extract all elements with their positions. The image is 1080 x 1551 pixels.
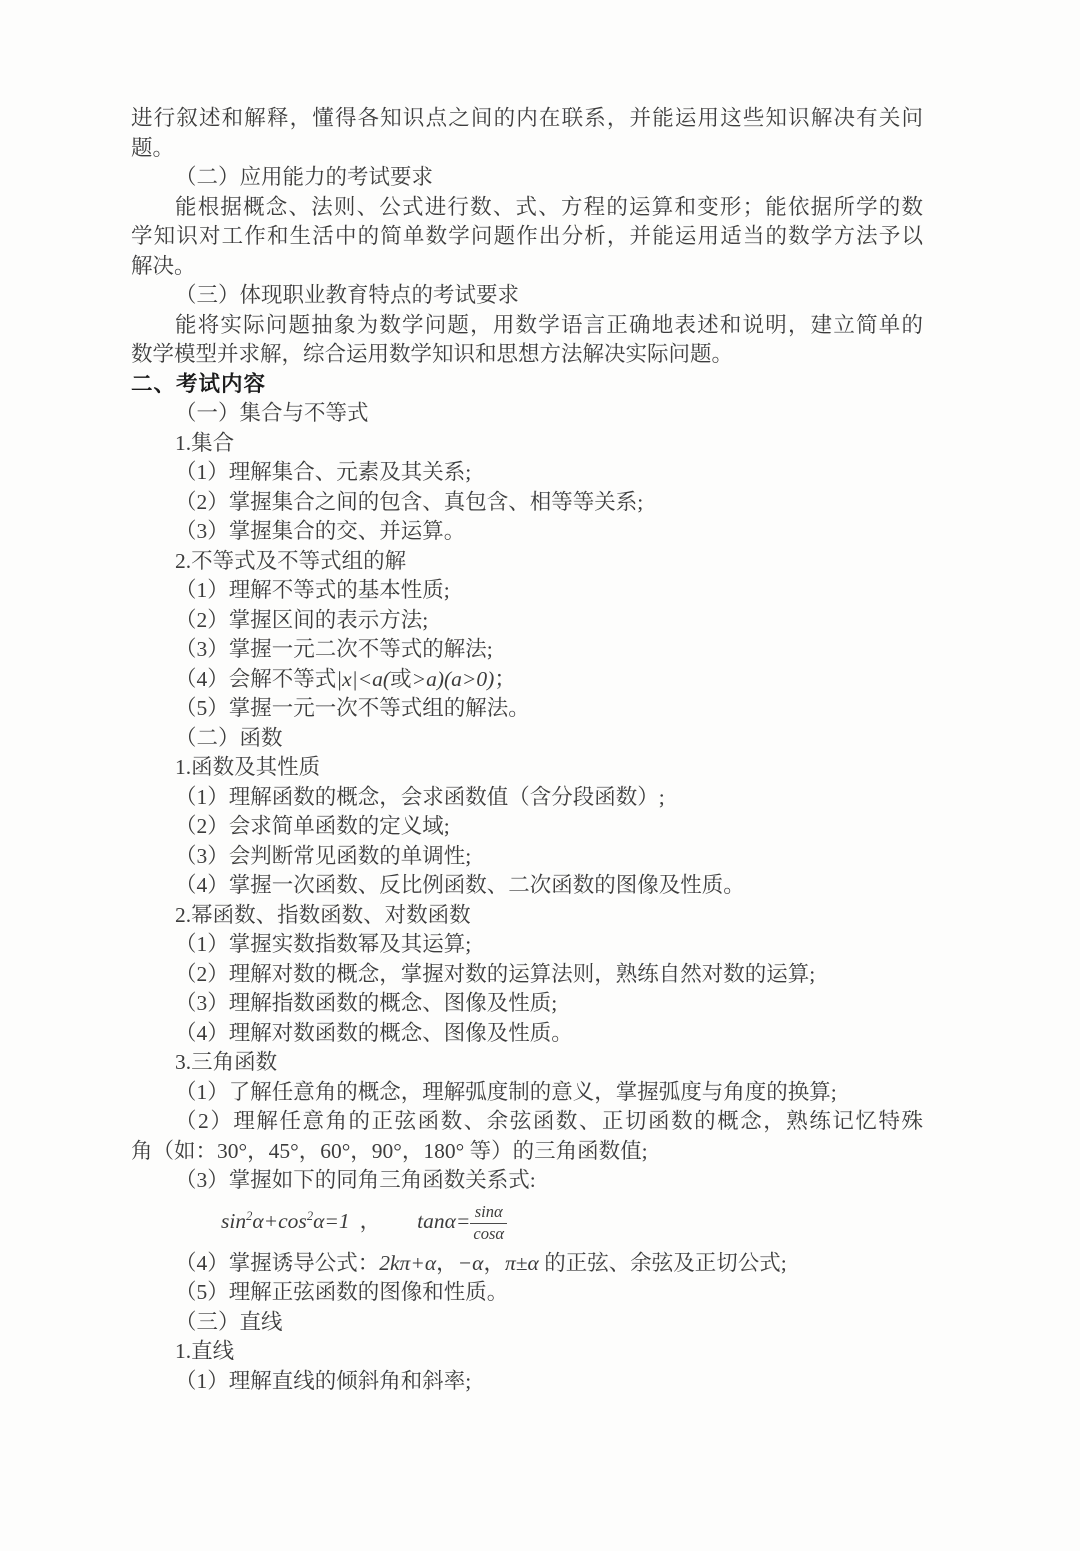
fraction-numerator: sinα bbox=[474, 1201, 503, 1221]
section-heading-exam-content: 二、考试内容 bbox=[131, 371, 267, 396]
para-applied-2: 学知识对工作和生活中的简单数学问题作出分析，并能运用适当的数学方法予以 bbox=[131, 224, 923, 248]
math-expression: >a)(a>0) bbox=[411, 666, 495, 691]
superscript: 2 bbox=[306, 1209, 314, 1224]
math-expression: π±α bbox=[504, 1250, 539, 1275]
formula-separator: ， bbox=[359, 1209, 382, 1234]
item-trig-2b: 角（如：30°，45°，60°，90°，180° 等）的三角函数值; bbox=[131, 1138, 648, 1163]
fraction bbox=[470, 1202, 507, 1244]
heading-vocational: （三）体现职业教育特点的考试要求 bbox=[175, 283, 520, 307]
item-ineq-5: （5）掌握一元一次不等式组的解法。 bbox=[175, 696, 530, 720]
heading-sets-inequalities: （一）集合与不等式 bbox=[175, 401, 369, 425]
item-pel-4: （4）理解对数函数的概念、图像及性质。 bbox=[175, 1020, 573, 1045]
item-func-4: （4）掌握一次函数、反比例函数、二次函数的图像及性质。 bbox=[175, 873, 745, 897]
item-trig-4 bbox=[131, 1249, 923, 1279]
item-pel-3: （3）理解指数函数的概念、图像及性质; bbox=[175, 991, 558, 1015]
text-run: ； bbox=[494, 666, 516, 691]
item-func-1: （1）理解函数的概念，会求函数值（含分段函数）; bbox=[175, 784, 665, 809]
para-applied-1: 能根据概念、法则、公式进行数、式、方程的运算和变形；能依据所学的数 bbox=[175, 194, 923, 219]
subheading-line: 1.直线 bbox=[175, 1339, 235, 1363]
para-vocational-1: 能将实际问题抽象为数学问题，用数学语言正确地表述和说明，建立简单的 bbox=[175, 312, 923, 337]
item-trig-3: （3）掌握如下的同角三角函数关系式: bbox=[175, 1168, 536, 1192]
math-expression: −α bbox=[457, 1250, 484, 1275]
subheading-functions-properties: 1.函数及其性质 bbox=[175, 755, 321, 779]
subheading-trig: 3.三角函数 bbox=[175, 1050, 278, 1074]
item-ineq-4 bbox=[131, 665, 923, 695]
item-line-1: （1）理解直线的倾斜角和斜率; bbox=[175, 1368, 472, 1393]
math-expression: |x|<a( bbox=[336, 666, 391, 691]
heading-functions: （二）函数 bbox=[175, 725, 283, 750]
para-vocational-2: 数学模型并求解，综合运用数学知识和思想方法解决实际问题。 bbox=[131, 342, 734, 366]
item-func-3: （3）会判断常见函数的单调性; bbox=[175, 843, 472, 868]
para-narrate-cont: 进行叙述和解释，懂得各知识点之间的内在联系，并能运用这些知识解决有关问 bbox=[131, 106, 923, 130]
para-narrate-end: 题。 bbox=[131, 135, 175, 160]
text-run: （4）会解不等式 bbox=[175, 666, 337, 691]
math-expression: 2kπ+α bbox=[379, 1250, 437, 1275]
text-run: 的正弦、余弦及正切公式; bbox=[538, 1250, 787, 1275]
trig-identity-formula bbox=[131, 1196, 923, 1249]
item-pel-2: （2）理解对数的概念，掌握对数的运算法则，熟练自然对数的运算; bbox=[175, 961, 816, 986]
document-body bbox=[131, 104, 923, 1396]
subheading-sets: 1.集合 bbox=[175, 430, 235, 455]
heading-applied-ability: （二）应用能力的考试要求 bbox=[175, 165, 434, 189]
item-sets-2: （2）掌握集合之间的包含、真包含、相等等关系; bbox=[175, 489, 644, 514]
item-trig-5: （5）理解正弦函数的图像和性质。 bbox=[175, 1280, 509, 1304]
item-ineq-2: （2）掌握区间的表示方法; bbox=[175, 607, 429, 632]
text-run: 或 bbox=[390, 666, 412, 691]
text-run: ， bbox=[436, 1250, 458, 1275]
item-trig-2a: （2）理解任意角的正弦函数、余弦函数、正切函数的概念，熟练记忆特殊 bbox=[175, 1109, 923, 1133]
para-applied-3: 解决。 bbox=[131, 253, 196, 278]
item-func-2: （2）会求简单函数的定义域; bbox=[175, 814, 450, 838]
item-ineq-3: （3）掌握一元二次不等式的解法; bbox=[175, 637, 493, 661]
item-sets-3: （3）掌握集合的交、并运算。 bbox=[175, 519, 466, 543]
superscript: 2 bbox=[246, 1209, 253, 1224]
text-run: ， bbox=[483, 1250, 505, 1275]
item-trig-1: （1）了解任意角的概念，理解弧度制的意义，掌握弧度与角度的换算; bbox=[175, 1079, 837, 1104]
text-run: （4）掌握诱导公式： bbox=[175, 1250, 380, 1275]
formula-identity-lhs: $\sin^2\alpha+\cos^2\alpha=1$ bbox=[221, 1209, 350, 1234]
fraction-denominator: cosα bbox=[470, 1223, 507, 1245]
heading-lines: （三）直线 bbox=[175, 1309, 283, 1334]
item-ineq-1: （1）理解不等式的基本性质; bbox=[175, 578, 450, 602]
formula-tan-lhs: tanα= bbox=[417, 1209, 471, 1234]
subheading-power-exp-log: 2.幂函数、指数函数、对数函数 bbox=[175, 902, 471, 927]
subheading-inequalities: 2.不等式及不等式组的解 bbox=[175, 548, 407, 573]
item-sets-1: （1）理解集合、元素及其关系; bbox=[175, 460, 472, 484]
item-pel-1: （1）掌握实数指数幂及其运算; bbox=[175, 932, 472, 956]
